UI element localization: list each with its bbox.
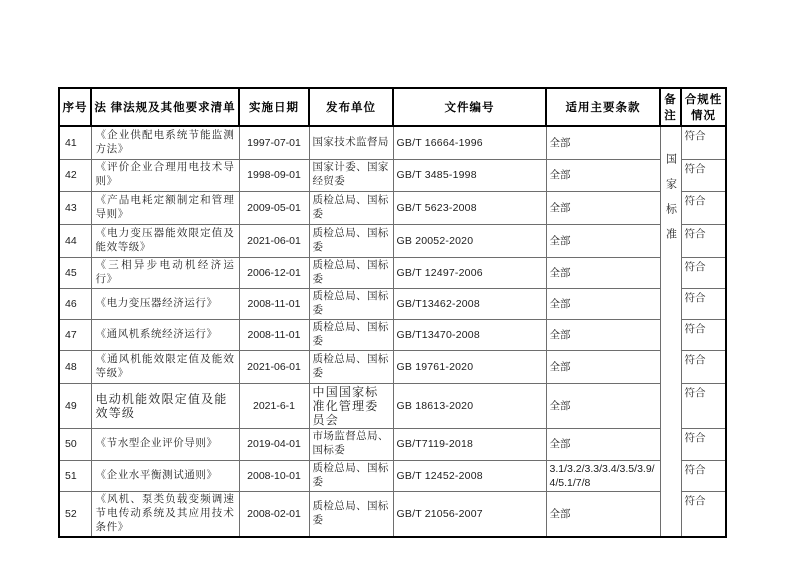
cell-date: 2008-02-01 — [239, 491, 309, 537]
table-row-52 — [59, 491, 726, 537]
cell-title: 《评价企业合理用电技术导则》 — [91, 159, 239, 191]
cell-compliance: 符合 — [681, 491, 726, 537]
cell-title: 《企业水平衡测试通则》 — [91, 460, 239, 491]
table-row-44 — [59, 224, 726, 257]
table-row-51 — [59, 460, 726, 491]
cell-clauses: 全部 — [546, 491, 660, 537]
cell-doc-number: GB/T 12497-2006 — [393, 257, 546, 288]
col-header-compliance: 合规性情况 — [681, 88, 726, 126]
cell-seq: 43 — [59, 191, 91, 224]
cell-doc-number: GB/T7119-2018 — [393, 428, 546, 460]
cell-doc-number: GB/T13462-2008 — [393, 288, 546, 319]
cell-seq: 46 — [59, 288, 91, 319]
cell-doc-number: GB/T 5623-2008 — [393, 191, 546, 224]
cell-compliance: 符合 — [681, 319, 726, 350]
cell-date: 2008-11-01 — [239, 288, 309, 319]
cell-date: 2021-06-01 — [239, 350, 309, 383]
cell-title: 电动机能效限定值及能效等级 — [91, 383, 239, 428]
cell-seq: 45 — [59, 257, 91, 288]
cell-seq: 48 — [59, 350, 91, 383]
cell-compliance: 符合 — [681, 159, 726, 191]
cell-seq: 42 — [59, 159, 91, 191]
table-row-46 — [59, 288, 726, 319]
cell-clauses: 3.1/3.2/3.3/3.4/3.5/3.9/4/5.1/7/8 — [546, 460, 660, 491]
cell-compliance: 符合 — [681, 224, 726, 257]
cell-issuer: 质检总局、国标委 — [309, 257, 393, 288]
cell-clauses: 全部 — [546, 191, 660, 224]
cell-compliance: 符合 — [681, 257, 726, 288]
cell-title: 《产品电耗定额制定和管理导则》 — [91, 191, 239, 224]
cell-clauses: 全部 — [546, 257, 660, 288]
table-row-47 — [59, 319, 726, 350]
col-header-issuer: 发布单位 — [309, 88, 393, 126]
cell-title: 《电力变压器能效限定值及能效等级》 — [91, 224, 239, 257]
table-row-41 — [59, 126, 726, 159]
cell-doc-number: GB/T13470-2008 — [393, 319, 546, 350]
cell-issuer: 质检总局、国标委 — [309, 460, 393, 491]
cell-date: 2006-12-01 — [239, 257, 309, 288]
cell-clauses: 全部 — [546, 159, 660, 191]
cell-compliance: 符合 — [681, 383, 726, 428]
table-row-48 — [59, 350, 726, 383]
cell-seq: 52 — [59, 491, 91, 537]
cell-clauses: 全部 — [546, 350, 660, 383]
cell-title: 《通风机能效限定值及能效等级》 — [91, 350, 239, 383]
cell-doc-number: GB/T 3485-1998 — [393, 159, 546, 191]
col-header-remark: 备注 — [660, 88, 681, 126]
cell-issuer: 质检总局、国标委 — [309, 350, 393, 383]
cell-seq: 47 — [59, 319, 91, 350]
cell-issuer: 国家技术监督局 — [309, 126, 393, 159]
cell-doc-number: GB/T 12452-2008 — [393, 460, 546, 491]
cell-doc-number: GB/T 21056-2007 — [393, 491, 546, 537]
cell-title: 《节水型企业评价导则》 — [91, 428, 239, 460]
cell-title: 《通风机系统经济运行》 — [91, 319, 239, 350]
cell-compliance: 符合 — [681, 428, 726, 460]
cell-date: 2008-11-01 — [239, 319, 309, 350]
cell-doc-number: GB 18613-2020 — [393, 383, 546, 428]
cell-date: 2009-05-01 — [239, 191, 309, 224]
cell-issuer: 质检总局、国标委 — [309, 319, 393, 350]
cell-clauses: 全部 — [546, 383, 660, 428]
header-row — [59, 88, 726, 126]
regulations-compliance-table — [58, 87, 727, 538]
cell-title: 《风机、泵类负载变频调速节电传动系统及其应用技术条件》 — [91, 491, 239, 537]
cell-doc-number: GB 20052-2020 — [393, 224, 546, 257]
cell-issuer: 质检总局、国标委 — [309, 191, 393, 224]
cell-clauses: 全部 — [546, 319, 660, 350]
cell-compliance: 符合 — [681, 460, 726, 491]
col-header-clauses: 适用主要条款 — [546, 88, 660, 126]
cell-issuer: 质检总局、国标委 — [309, 288, 393, 319]
cell-clauses: 全部 — [546, 428, 660, 460]
table-row-43 — [59, 191, 726, 224]
cell-date: 2019-04-01 — [239, 428, 309, 460]
table-row-50 — [59, 428, 726, 460]
table-row-42 — [59, 159, 726, 191]
col-header-law-list: 法 律法规及其他要求清单 — [91, 88, 239, 126]
cell-seq: 51 — [59, 460, 91, 491]
cell-compliance: 符合 — [681, 288, 726, 319]
cell-remark-national-standard — [660, 126, 681, 537]
cell-issuer: 质检总局、国标委 — [309, 224, 393, 257]
cell-doc-number: GB 19761-2020 — [393, 350, 546, 383]
table-row-49 — [59, 383, 726, 428]
cell-date: 1998-09-01 — [239, 159, 309, 191]
cell-compliance: 符合 — [681, 191, 726, 224]
cell-title: 《三相异步电动机经济运行》 — [91, 257, 239, 288]
col-header-seq: 序号 — [59, 88, 91, 126]
cell-title: 《企业供配电系统节能监测方法》 — [91, 126, 239, 159]
cell-seq: 49 — [59, 383, 91, 428]
cell-issuer: 质检总局、国标委 — [309, 491, 393, 537]
cell-date: 2021-06-01 — [239, 224, 309, 257]
col-header-date: 实施日期 — [239, 88, 309, 126]
cell-clauses: 全部 — [546, 224, 660, 257]
col-header-doc-number: 文件编号 — [393, 88, 546, 126]
cell-compliance: 符合 — [681, 350, 726, 383]
cell-date: 2021-6-1 — [239, 383, 309, 428]
cell-doc-number: GB/T 16664-1996 — [393, 126, 546, 159]
cell-clauses: 全部 — [546, 288, 660, 319]
cell-title: 《电力变压器经济运行》 — [91, 288, 239, 319]
cell-issuer: 国家计委、国家经贸委 — [309, 159, 393, 191]
cell-seq: 41 — [59, 126, 91, 159]
cell-date: 1997-07-01 — [239, 126, 309, 159]
cell-compliance: 符合 — [681, 126, 726, 159]
cell-issuer: 中国国家标准化管理委员会 — [309, 383, 393, 428]
table-row-45 — [59, 257, 726, 288]
cell-seq: 44 — [59, 224, 91, 257]
cell-issuer: 市场监督总局、国标委 — [309, 428, 393, 460]
remark-vertical-text: 国家标准 — [664, 153, 677, 253]
cell-clauses: 全部 — [546, 126, 660, 159]
cell-date: 2008-10-01 — [239, 460, 309, 491]
cell-seq: 50 — [59, 428, 91, 460]
